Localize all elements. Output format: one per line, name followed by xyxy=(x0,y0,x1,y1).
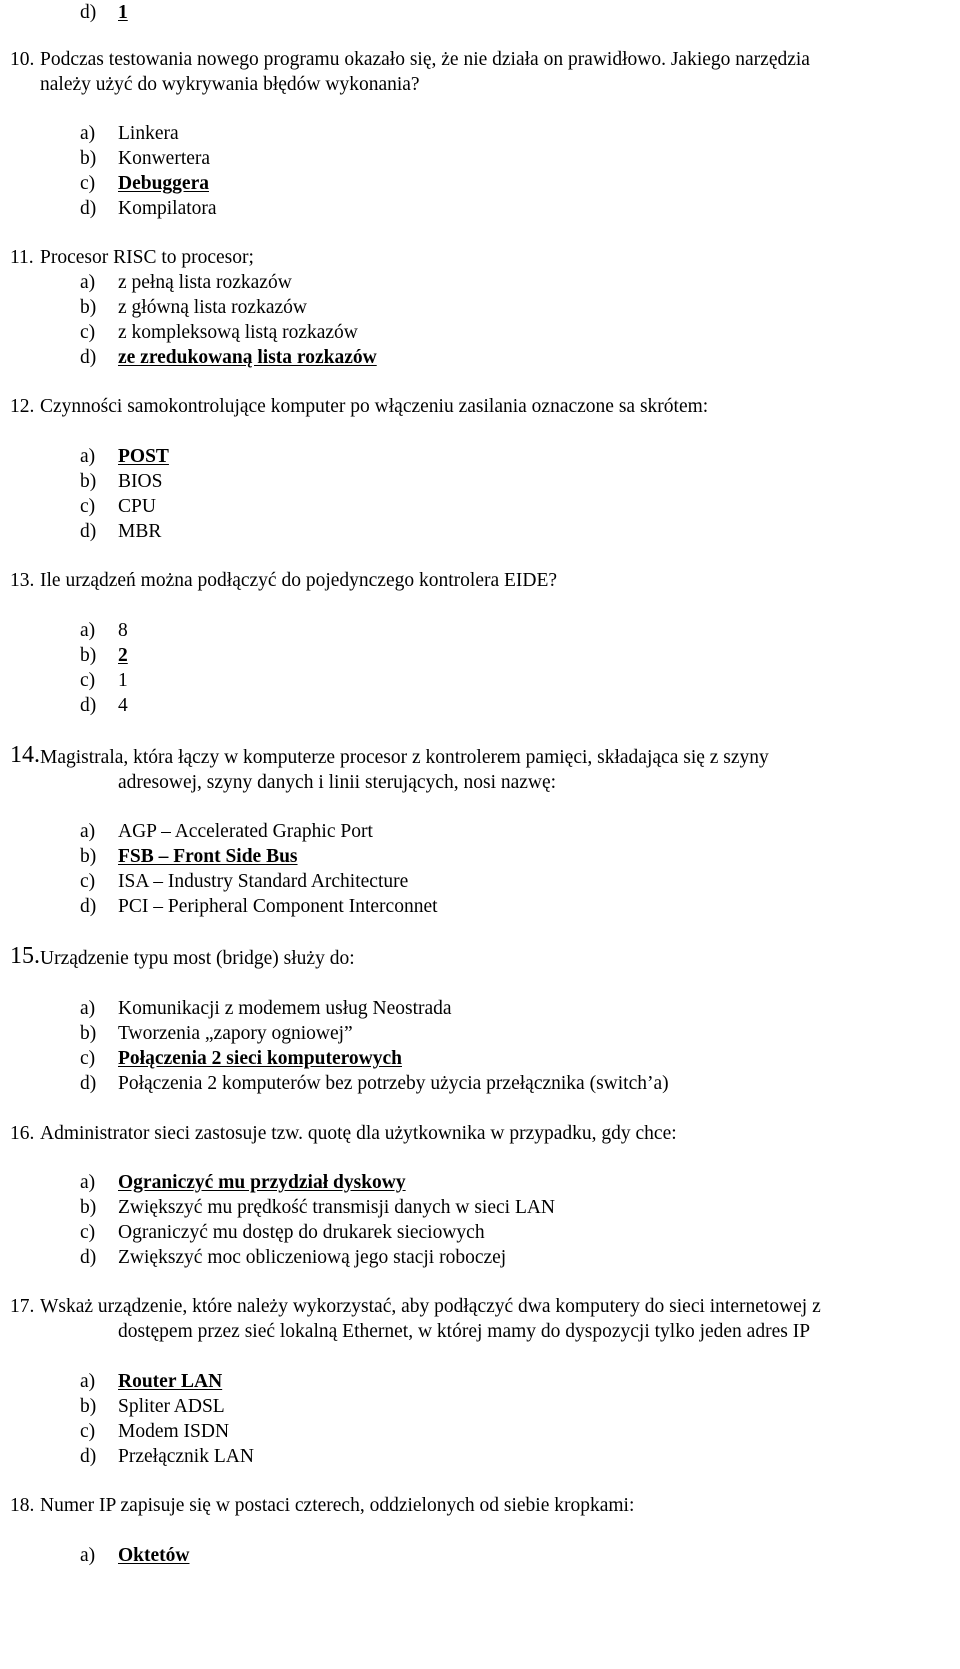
option-letter: d) xyxy=(80,1446,97,1467)
option-letter: b) xyxy=(80,846,97,867)
question-number: 18. xyxy=(10,1495,35,1516)
option-text: z pełną lista rozkazów xyxy=(118,272,292,293)
option-text-correct: Debuggera xyxy=(118,173,209,194)
option-letter: c) xyxy=(80,670,96,691)
option-letter: d) xyxy=(80,695,97,716)
option-letter: a) xyxy=(80,998,96,1019)
option-letter: b) xyxy=(80,297,97,318)
question-text: Urządzenie typu most (bridge) służy do: xyxy=(40,948,355,969)
option-text-correct: ze zredukowaną lista rozkazów xyxy=(118,347,377,368)
option-text: Linkera xyxy=(118,123,179,144)
option-text: Konwertera xyxy=(118,148,211,169)
option-text-correct: Router LAN xyxy=(118,1371,223,1392)
question-number: 17. xyxy=(10,1296,35,1317)
option-text: CPU xyxy=(118,496,156,517)
option-text: Komunikacji z modemem usług Neostrada xyxy=(118,998,452,1019)
option-letter: d) xyxy=(80,1073,97,1094)
option-text: Kompilatora xyxy=(118,198,217,219)
option-letter: b) xyxy=(80,1197,97,1218)
option-text: Połączenia 2 komputerów bez potrzeby użycia przełącznika (switch’a) xyxy=(118,1073,669,1094)
question-number: 15. xyxy=(10,943,40,969)
option-letter: c) xyxy=(80,1048,96,1069)
option-letter: a) xyxy=(80,620,96,641)
option-letter: a) xyxy=(80,1371,96,1392)
option-text: Ograniczyć mu dostęp do drukarek sieciowych xyxy=(118,1222,485,1243)
option-letter: d) xyxy=(80,1247,97,1268)
option-text: 8 xyxy=(118,620,128,641)
question-number: 16. xyxy=(10,1123,35,1144)
option-text: 1 xyxy=(118,670,128,691)
option-letter: a) xyxy=(80,1172,96,1193)
option-text: z główną lista rozkazów xyxy=(118,297,307,318)
question-number: 10. xyxy=(10,49,35,70)
option-text-correct: Ograniczyć mu przydział dyskowy xyxy=(118,1172,406,1193)
question-number: 12. xyxy=(10,396,35,417)
option-letter: d) xyxy=(80,2,97,23)
question-text: adresowej, szyny danych i linii sterujących, nosi nazwę: xyxy=(118,772,557,793)
option-letter: c) xyxy=(80,322,96,343)
option-letter: a) xyxy=(80,446,96,467)
question-text: Magistrala, która łączy w komputerze procesor z kontrolerem pamięci, składająca się z szyny xyxy=(40,747,769,768)
question-number: 13. xyxy=(10,570,35,591)
question-text: Ile urządzeń można podłączyć do pojedynczego kontrolera EIDE? xyxy=(40,570,558,591)
option-letter: a) xyxy=(80,821,96,842)
option-letter: c) xyxy=(80,173,96,194)
question-text: Czynności samokontrolujące komputer po włączeniu zasilania oznaczone sa skrótem: xyxy=(40,396,709,417)
option-text: Zwiększyć moc obliczeniową jego stacji roboczej xyxy=(118,1247,507,1268)
option-text: z kompleksową listą rozkazów xyxy=(118,322,358,343)
option-text-correct: POST xyxy=(118,446,169,467)
question-text: dostępem przez sieć lokalną Ethernet, w której mamy do dyspozycji tylko jeden adres IP xyxy=(118,1321,811,1342)
option-letter: b) xyxy=(80,148,97,169)
option-text-correct: 1 xyxy=(118,2,128,23)
question-number: 11. xyxy=(10,247,34,268)
option-letter: c) xyxy=(80,496,96,517)
option-letter: d) xyxy=(80,347,97,368)
option-letter: d) xyxy=(80,521,97,542)
option-letter: b) xyxy=(80,471,97,492)
option-letter: a) xyxy=(80,123,96,144)
option-text: AGP – Accelerated Graphic Port xyxy=(118,821,373,842)
option-letter: c) xyxy=(80,871,96,892)
option-letter: a) xyxy=(80,272,96,293)
option-text-correct: Oktetów xyxy=(118,1545,190,1566)
option-text: PCI – Peripheral Component Interconnet xyxy=(118,896,438,917)
question-text: Administrator sieci zastosuje tzw. quotę dla użytkownika w przypadku, gdy chce: xyxy=(40,1123,677,1144)
option-text: Tworzenia „zapory ogniowej” xyxy=(118,1023,353,1044)
option-letter: d) xyxy=(80,896,97,917)
option-text: Zwiększyć mu prędkość transmisji danych w sieci LAN xyxy=(118,1197,556,1218)
option-letter: b) xyxy=(80,645,97,666)
option-text: Spliter ADSL xyxy=(118,1396,225,1417)
option-letter: d) xyxy=(80,198,97,219)
question-text: Wskaż urządzenie, które należy wykorzystać, aby podłączyć dwa komputery do sieci internetowej z xyxy=(40,1296,821,1317)
option-text-correct: Połączenia 2 sieci komputerowych xyxy=(118,1048,402,1069)
question-text: Numer IP zapisuje się w postaci czterech, oddzielonych od siebie kropkami: xyxy=(40,1495,635,1516)
option-letter: a) xyxy=(80,1545,96,1566)
option-text: MBR xyxy=(118,521,162,542)
option-text-correct: 2 xyxy=(118,645,128,666)
question-text: Podczas testowania nowego programu okazało się, że nie działa on prawidłowo. Jakiego narzędzia xyxy=(40,49,810,70)
option-text: ISA – Industry Standard Architecture xyxy=(118,871,409,892)
question-text: Procesor RISC to procesor; xyxy=(40,247,254,268)
question-number: 14. xyxy=(10,742,40,768)
option-letter: c) xyxy=(80,1421,96,1442)
option-text: Modem ISDN xyxy=(118,1421,230,1442)
option-letter: c) xyxy=(80,1222,96,1243)
option-text: BIOS xyxy=(118,471,163,492)
option-text: Przełącznik LAN xyxy=(118,1446,254,1467)
option-letter: b) xyxy=(80,1396,97,1417)
question-text: należy użyć do wykrywania błędów wykonania? xyxy=(40,74,420,95)
option-letter: b) xyxy=(80,1023,97,1044)
option-text: 4 xyxy=(118,695,128,716)
option-text-correct: FSB – Front Side Bus xyxy=(118,846,298,867)
